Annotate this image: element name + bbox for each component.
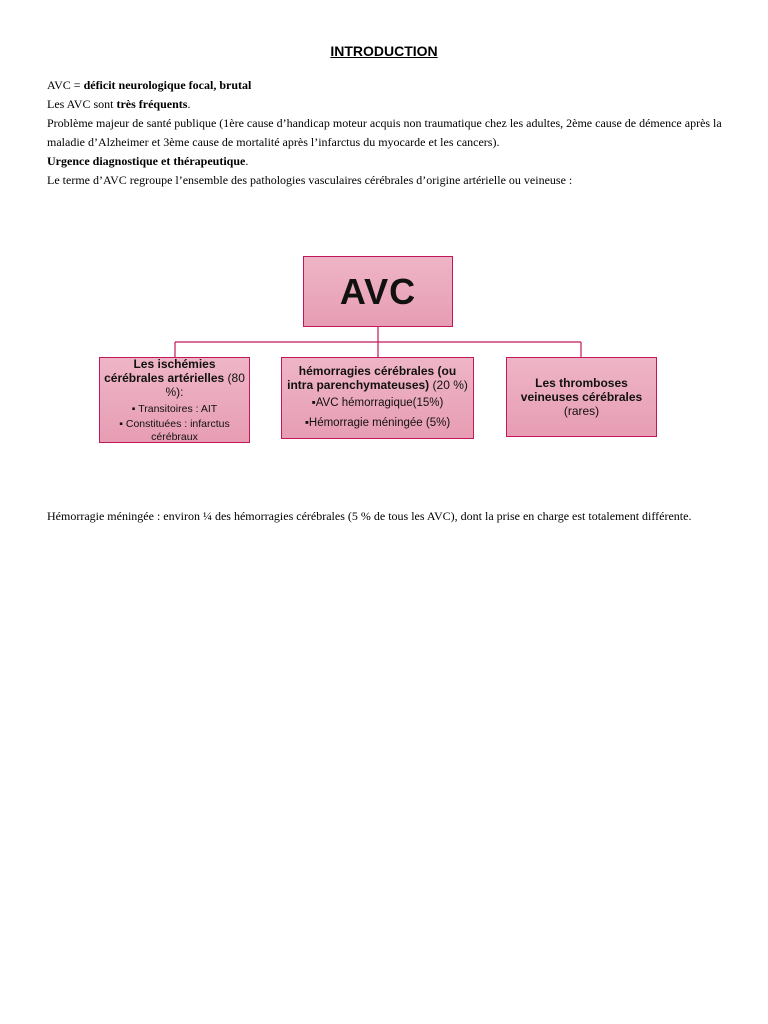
diagram-root-label: AVC	[339, 270, 417, 312]
ischemies-heading: Les ischémies cérébrales artérielles (80 %):	[104, 356, 245, 399]
thromboses-heading: Les thromboses veineuses cérébrales (rares)	[520, 376, 643, 418]
hemorragies-item-avc: ▪AVC hémorragique(15%)	[311, 397, 444, 409]
ischemies-item-transitoires: ▪ Transitoires : AIT	[131, 402, 218, 415]
intro-line-frequency: Les AVC sont très fréquents.	[47, 97, 191, 111]
intro-line-public-health: Problème majeur de santé publique (1ère cause d’handicap moteur acquis non traumatique chez les adultes, 2ème cause de démence après la maladie d’Alzheimer et 3ème cause de mortalité après l’infarctus du myocarde et les cancers).	[47, 116, 722, 149]
intro-line-scope: Le terme d’AVC regroupe l’ensemble des pathologies vasculaires cérébrales d’origine artérielle ou veineuse :	[47, 173, 573, 187]
hemorragies-heading: hémorragies cérébrales (ou intra parenchymateuses) (20 %)	[287, 364, 468, 392]
diagram-box-thromboses	[506, 357, 657, 437]
intro-line-definition: AVC = déficit neurologique focal, brutal	[47, 78, 252, 92]
hemorragies-item-meningee: ▪Hémorragie méningée (5%)	[304, 417, 451, 429]
diagram-box-ischemies	[99, 357, 250, 443]
ischemies-item-constituees: ▪ Constituées : infarctus cérébraux	[119, 417, 230, 443]
page-title: INTRODUCTION	[330, 43, 438, 59]
diagram-root-box	[303, 256, 453, 327]
diagram-box-hemorragies	[281, 357, 474, 439]
footer-note: Hémorragie méningée : environ ¼ des hémorragies cérébrales (5 % de tous les AVC), dont la prise en charge est totalement différente.	[47, 509, 692, 523]
intro-line-emergency: Urgence diagnostique et thérapeutique.	[47, 154, 249, 168]
